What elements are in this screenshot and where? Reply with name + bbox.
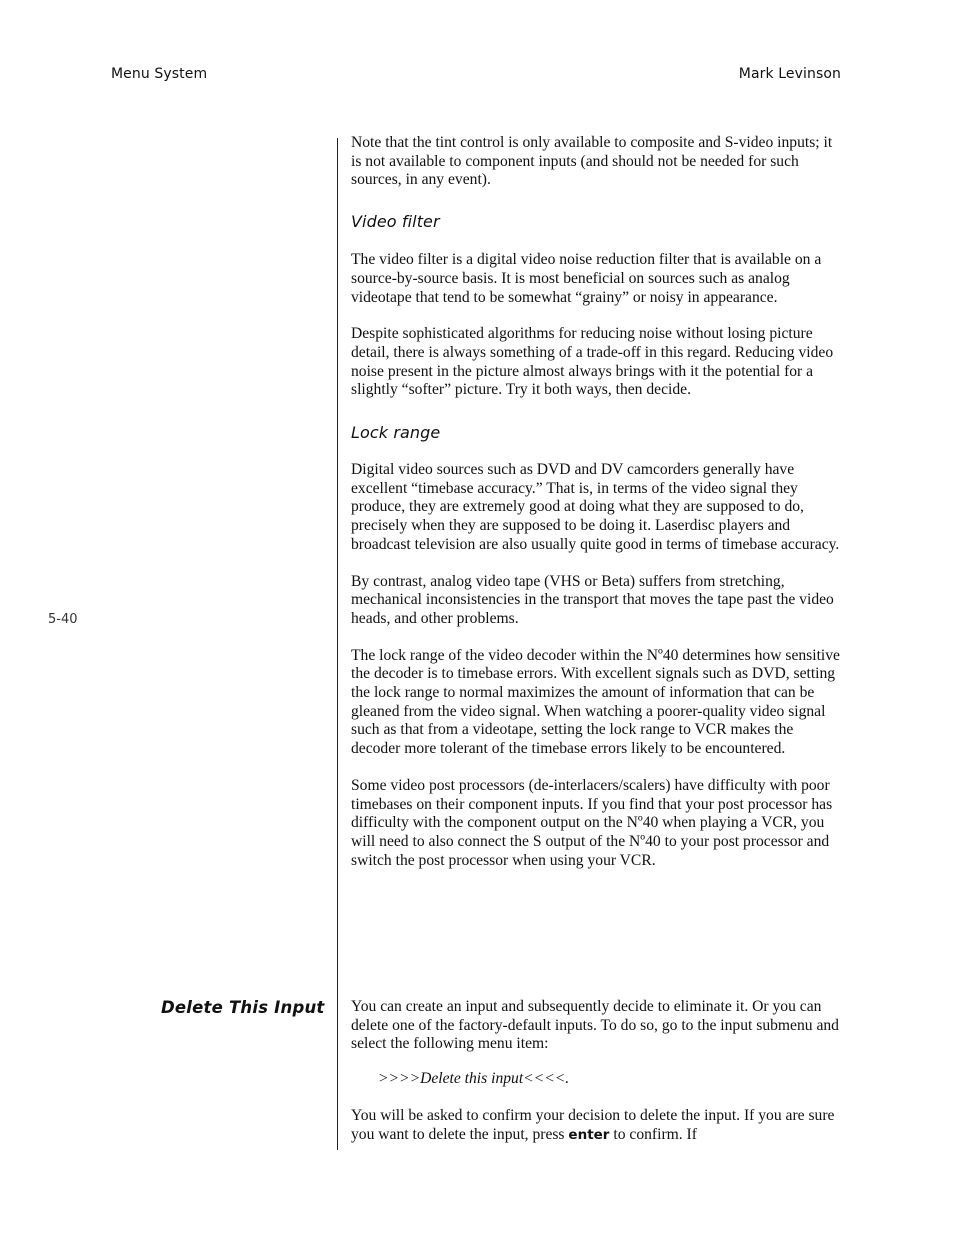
confirm-text-after: to confirm. If xyxy=(613,1125,697,1143)
lock-range-paragraph-3: The lock range of the video decoder within the Nº40 determines how sensitive the decoder is to timebase errors. With excellent signals such as DVD, setting the lock range to normal maximizes the amount of information that can be gleaned from the video signal. When watching a poorer-quality video signal such as that from a videotape, setting the lock range to VCR makes the decoder more tolerant of the timebase errors likely to be encountered. xyxy=(351,646,840,758)
menu-item-example: >>>>Delete this input<<<<. xyxy=(378,1070,570,1087)
running-header-section: Menu System xyxy=(111,66,208,82)
delete-input-confirm-section xyxy=(351,1107,841,1144)
running-header-brand: Mark Levinson xyxy=(738,66,841,82)
enter-key-label: enter xyxy=(568,1126,610,1143)
video-filter-heading: Video filter xyxy=(351,212,440,232)
page-number: 5-40 xyxy=(48,612,78,627)
video-filter-paragraph-2: Despite sophisticated algorithms for reducing noise without losing picture detail, there is always something of a trade-off in this regard. Reducing video noise present in the picture almost always brings with it the potential for a slightly “softer” picture. Try it both ways, then decide. xyxy=(351,325,834,399)
lock-range-heading: Lock range xyxy=(351,423,441,443)
delete-input-paragraph-2 xyxy=(351,1107,841,1144)
delete-input-heading: Delete This Input xyxy=(161,998,325,1017)
lock-range-paragraph-1: Digital video sources such as DVD and DV camcorders generally have excellent “timebase accuracy.” That is, in terms of the video signal they produce, they are extremely good at doing what they are supposed to do, precisely when they are supposed to be doing it. Laserdisc players and broadcast television are also usually quite good in terms of timebase accuracy. xyxy=(351,461,840,553)
delete-input-paragraph-1: You can create an input and subsequently decide to eliminate it. Or you can delete one of the factory-default inputs. To do so, go to the input submenu and select the following menu item: xyxy=(351,998,839,1053)
lock-range-paragraph-4: Some video post processors (de-interlacers/scalers) have difficulty with poor timebases on their component inputs. If you find that your post processor has difficulty with the component output on the Nº40 when playing a VCR, you will need to also connect the S output of the Nº40 to your post processor and switch the post processor when using your VCR. xyxy=(351,776,833,869)
column-divider-rule xyxy=(337,138,338,1150)
main-text-column xyxy=(351,134,841,870)
lock-range-paragraph-2: By contrast, analog video tape (VHS or Beta) suffers from stretching, mechanical inconsistencies in the transport that moves the tape past the video heads, and other problems. xyxy=(351,572,834,627)
confirm-text-before: You will be asked to confirm your decision to delete the input. If you are sure you want to delete the input, press xyxy=(351,1107,835,1143)
delete-input-section xyxy=(351,998,841,1054)
tint-note-paragraph: Note that the tint control is only available to composite and S-video inputs; it is not available to component inputs (and should not be needed for such sources, in any event). xyxy=(351,134,833,189)
video-filter-paragraph-1: The video filter is a digital video noise reduction filter that is available on a source-by-source basis. It is most beneficial on sources such as analog videotape that tend to be somewhat “grainy” or noisy in appearance. xyxy=(351,251,822,306)
